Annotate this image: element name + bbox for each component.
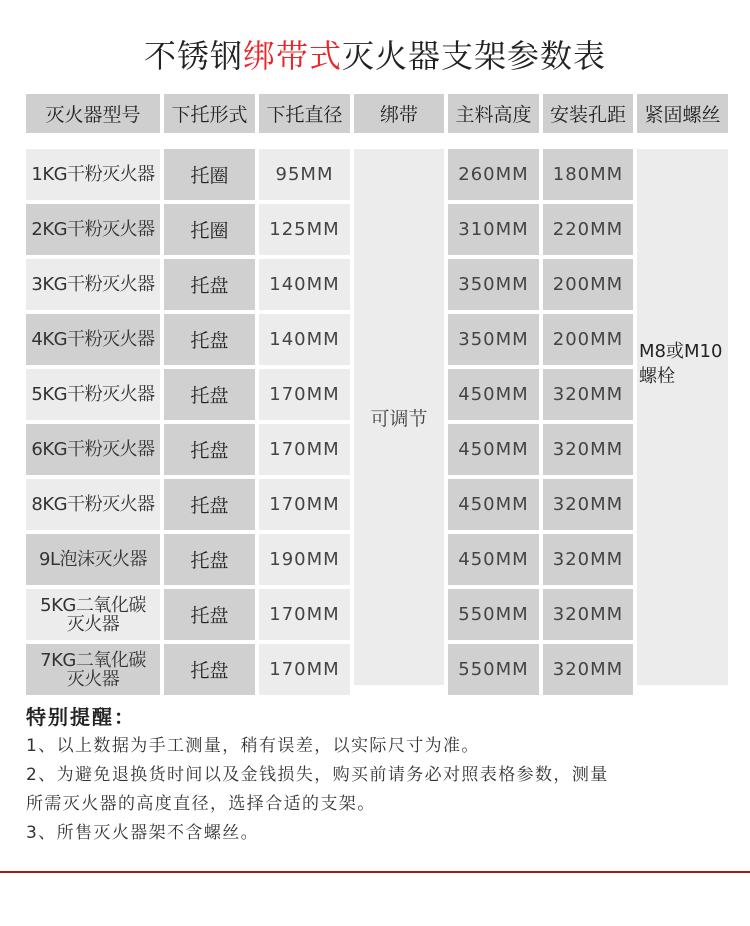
note-line-3: 所需灭火器的高度直径，选择合适的支架。 — [26, 794, 376, 814]
bolt-value-line1: M8或M10 — [639, 341, 723, 362]
cell-main-height: 450MM — [448, 424, 539, 475]
cell-tray-type: 托圈 — [164, 204, 255, 255]
cell-tray-diameter: 170MM — [259, 479, 350, 530]
header-strap: 绑带 — [354, 94, 444, 133]
cell-model: 8KG干粉灭火器 — [26, 479, 160, 530]
bolt-value — [639, 339, 722, 389]
cell-tray-diameter: 170MM — [259, 589, 350, 640]
cell-tray-type: 托盘 — [164, 314, 255, 365]
cell-tray-type: 托盘 — [164, 259, 255, 310]
cell-tray-type: 托盘 — [164, 534, 255, 585]
strap-value: 可调节 — [370, 407, 428, 430]
cell-tray-type: 托盘 — [164, 479, 255, 530]
cell-model: 2KG干粉灭火器 — [26, 204, 160, 255]
bolt-merged-cell — [637, 149, 728, 685]
cell-model — [26, 589, 160, 640]
cell-tray-type: 托圈 — [164, 149, 255, 200]
cell-tray-diameter: 170MM — [259, 644, 350, 695]
cell-model-line2: 灭火器 — [66, 613, 120, 635]
bottom-divider — [0, 871, 750, 873]
note-line-2: 2、为避免退换货时间以及金钱损失，购买前请务必对照表格参数，测量 — [26, 765, 609, 785]
cell-hole-spacing: 320MM — [543, 369, 633, 420]
header-tray-diameter: 下托直径 — [259, 94, 350, 133]
cell-model: 1KG干粉灭火器 — [26, 149, 160, 200]
cell-hole-spacing: 320MM — [543, 644, 633, 695]
cell-tray-diameter: 170MM — [259, 369, 350, 420]
cell-main-height: 450MM — [448, 369, 539, 420]
cell-main-height: 310MM — [448, 204, 539, 255]
cell-tray-type: 托盘 — [164, 424, 255, 475]
notes-section — [26, 702, 736, 848]
cell-model: 9L泡沫灭火器 — [26, 534, 160, 585]
bolt-value-line2: 螺栓 — [639, 366, 675, 387]
page-title — [0, 28, 750, 84]
cell-hole-spacing: 320MM — [543, 479, 633, 530]
note-line-4: 3、所售灭火器架不含螺丝。 — [26, 823, 260, 843]
cell-tray-type: 托盘 — [164, 644, 255, 695]
cell-hole-spacing: 320MM — [543, 534, 633, 585]
cell-model: 3KG干粉灭火器 — [26, 259, 160, 310]
cell-tray-diameter: 95MM — [259, 149, 350, 200]
cell-hole-spacing: 320MM — [543, 589, 633, 640]
header-hole-spacing: 安装孔距 — [543, 94, 633, 133]
header-tray-type: 下托形式 — [164, 94, 255, 133]
title-highlight: 绑带式 — [242, 37, 342, 75]
cell-hole-spacing: 200MM — [543, 259, 633, 310]
cell-main-height: 450MM — [448, 534, 539, 585]
cell-model-line1: 5KG二氧化碳 — [40, 594, 146, 616]
cell-main-height: 550MM — [448, 589, 539, 640]
cell-tray-diameter: 125MM — [259, 204, 350, 255]
cell-hole-spacing: 180MM — [543, 149, 633, 200]
cell-model-line1: 7KG二氧化碳 — [40, 649, 146, 671]
cell-tray-type: 托盘 — [164, 369, 255, 420]
header-model: 灭火器型号 — [26, 94, 160, 133]
cell-main-height: 450MM — [448, 479, 539, 530]
cell-model: 6KG干粉灭火器 — [26, 424, 160, 475]
note-line-1: 1、以上数据为手工测量，稍有误差，以实际尺寸为准。 — [26, 736, 480, 756]
title-part1: 不锈钢 — [143, 37, 243, 75]
cell-main-height: 350MM — [448, 259, 539, 310]
cell-tray-diameter: 140MM — [259, 259, 350, 310]
cell-tray-diameter: 140MM — [259, 314, 350, 365]
strap-merged-cell — [354, 149, 444, 685]
cell-model-line2: 灭火器 — [66, 668, 120, 690]
cell-tray-diameter: 170MM — [259, 424, 350, 475]
header-main-height: 主料高度 — [448, 94, 539, 133]
title-part2: 灭火器支架参数表 — [342, 37, 607, 75]
cell-main-height: 260MM — [448, 149, 539, 200]
cell-hole-spacing: 320MM — [543, 424, 633, 475]
header-bolt: 紧固螺丝 — [637, 94, 728, 133]
cell-hole-spacing: 220MM — [543, 204, 633, 255]
cell-model: 4KG干粉灭火器 — [26, 314, 160, 365]
cell-model: 5KG干粉灭火器 — [26, 369, 160, 420]
cell-main-height: 350MM — [448, 314, 539, 365]
cell-tray-type: 托盘 — [164, 589, 255, 640]
cell-main-height: 550MM — [448, 644, 539, 695]
notes-title: 特别提醒： — [26, 705, 136, 729]
cell-model — [26, 644, 160, 695]
cell-hole-spacing: 200MM — [543, 314, 633, 365]
cell-tray-diameter: 190MM — [259, 534, 350, 585]
